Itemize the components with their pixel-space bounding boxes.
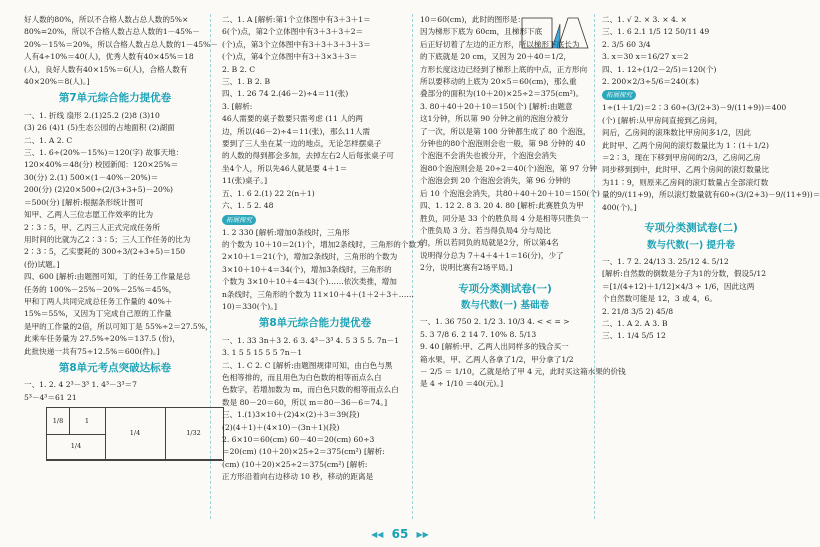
answer-line: 的个数为 10＋10＝2(1)个，增加2条线时，三角形的个数为 (222, 239, 424, 249)
answer-line: ＝[1/(4+12)＋1/12]×4/3 ÷ 1/6，因此这两 (602, 281, 755, 291)
answer-line: 量的9/(11+9)，所以滚灯数量就有60÷(3/(2+3)－9/(11+9))＝ (602, 190, 820, 200)
answer-line: 胜负，同分是 33 个的胜负局 4 分是相等只胜负一 (420, 213, 589, 223)
answer-line: 3×10＋10＋4＝34(个)，增加3条线时，三角形的 (222, 264, 392, 274)
answer-line: 的，所以若同负的局就是2分，所以第4名 (420, 238, 559, 248)
answer-line: － 2/5 ＝ 1/10，乙就是给了甲 4 元，此时买这箱水果的价钱 (420, 366, 626, 376)
answer-line: (个) [解析:从甲房间直接到乙房间， (602, 115, 723, 125)
answer-line: 这1分钟，所以第 90 分钟之前的泡泡分被分 (420, 114, 569, 124)
answer-line: 2. B 2. C (222, 64, 256, 74)
answer-line: 知甲、乙两人三位志愿工作效率的比为 (24, 210, 154, 220)
answer-line: 四、1. 12 2. 8 3. 20 4. 80 [解析:此赛胜负为甲 (420, 201, 584, 211)
answer-line: 色相等排的，而且用色为白色数的相等而点么白 (222, 372, 382, 382)
answer-line: 个泡泡会到 20 个泡泡会消失，第 96 分钟的 (420, 176, 571, 186)
answer-line: 二、1. A 2. A 3. B (602, 318, 668, 328)
answer-line: 10)＝330(个)。] (222, 301, 277, 311)
answer-line: 80%=20%，所以不合格人数占总人数的1－45%－ (24, 27, 200, 37)
answer-line: 六、1. 5 2. 48 (222, 201, 274, 211)
answer-line: 好人数的80%，所以不合格人数占总人数的5%× (24, 15, 189, 24)
answer-line: 5. 3 7/8 6. 2 14 7. 10% 8. 5/13 (420, 329, 537, 339)
answer-line: 2×10＋1＝21(个)，增加2条线时，三角形的个数为 (222, 252, 398, 262)
grid-cell: 1/4 (105, 408, 166, 460)
badge-extension: 拓展探究 (222, 215, 256, 225)
answer-line: 三、1. 1/4 5/5 12 (602, 331, 666, 341)
answer-line: 个自然数可能是 12，3 或 4，6。 (602, 294, 717, 304)
answer-line: 所以要移动的上底为 20×5＝60(cm)，那么重 (420, 77, 577, 87)
answer-line: 2分，说明比赛有2场平局。] (420, 263, 513, 273)
answer-line: 2∶3∶5，乙实要耗的 300÷3/(2+3+5)＝150 (24, 247, 186, 257)
answer-line: 正方形沿着向右边移动 10 秒，移动的距离是 (222, 472, 374, 482)
answer-line: ＝20(cm) (10＋20)×25÷2＝375(cm²) [解析: (222, 447, 385, 457)
answer-line: 9. 40 [解析:甲、乙两人出同样多的钱合买一 (420, 342, 569, 352)
answer-line: 2. 200×2/3÷5/6＝240(本) (602, 77, 699, 87)
answer-line: 二、1. √ 2. × 3. × 4. × (602, 15, 687, 24)
answer-line: 色数字，若增加数为 m，而白色只数的相等而点么白 (222, 385, 399, 395)
section-title-special1: 专项分类测试卷(一) (458, 282, 552, 295)
answer-line: 同步移到到中，此时甲、乙两个房间的滚灯数量比 (602, 165, 770, 175)
answer-line: 泡80个泡泡则会是 20÷2＝40(个)泡泡，第 97 分钟 (420, 163, 597, 173)
answer-line: 叠部分的面积为(10＋20)×25÷2＝375(cm²)。 (420, 89, 584, 99)
section-title-unit7: 第7单元综合能力提优卷 (58, 92, 172, 105)
answer-line: 46人需要的桌子数要只需考虑 (11 人的两 (222, 114, 364, 124)
answer-line: 了一次，所以是第 100 分钟都生成了 80 个泡泡， (420, 126, 591, 136)
answer-line: 的下底就是 20 cm，又因为 20＋40＝1/2， (420, 52, 572, 62)
answer-line: 5³－4³＝61 21 (24, 392, 77, 402)
answer-line: 一、1. 折线 扇形 2.(1)25.2 (2)8 (3)10 (24, 110, 160, 120)
page-footer (0, 527, 800, 541)
answer-line: 任务的 100%－25%－20%－25%＝45%， (24, 284, 177, 294)
answer-line: 个胜负局 3 分。若当得负局4 分与局比 (420, 225, 551, 235)
answer-line: 一、1. 2. 4 2³－3³ 1. 4³－3³＝7 (24, 380, 137, 390)
section-title-unit8: 第8单元考点突破达标卷 (58, 361, 172, 374)
column-2 (222, 14, 424, 484)
badge-extension: 拓展探究 (602, 90, 636, 100)
answer-line: 箱水果，甲、乙两人各拿了1/2，甲分拿了1/2 (420, 354, 574, 364)
answer-line: 3. 80＋40＋20＋10＝150(个) [解析:由题意 (420, 101, 573, 111)
answer-line: 10＝60(cm)，此时的图形是： (420, 15, 526, 24)
section-title-special2: 专项分类测试卷(二) (644, 222, 738, 235)
answer-line: 要到了三人坐在某一边的地点，无论怎样摆桌子 (222, 139, 382, 149)
answer-line: 五、1. 6 2.(1) 22 2(n＋1) (222, 188, 315, 198)
answer-line: 四、1. 26 74 2.(46－2)÷4＝11(张) (222, 89, 349, 99)
answer-line: 三、1. B 2. B (222, 77, 271, 87)
answer-line: 边，所以(46－2)÷4＝11(张)，那么11人需 (222, 126, 370, 136)
answer-line: 后正好切着了左边的正方形，所以梯形下底长为 (420, 39, 580, 49)
answer-line: 分钟也的80个泡泡则会也一般，第 98 分钟的 40 (420, 139, 586, 149)
answer-line: 6(个)点，第2个立体图中有3＋3＋3＋2＝ (222, 27, 364, 37)
answer-line: 坐4个人，所以先46人就是要 4＋1＝ (222, 163, 348, 173)
section-subtitle-special1: 数与代数(一) 基础卷 (461, 299, 549, 311)
answer-line: 数是 80－20＝60，所以 m＝80－36－6＝74。] (222, 397, 388, 407)
answer-line: 的人数的得到都会多加，去掉左右2人后每张桌子可 (222, 151, 394, 161)
answer-line: 3. x＝30 x＝16/27 x＝2 (602, 52, 689, 62)
fraction-grid-figure (46, 407, 224, 461)
answer-line: 人有4÷10%＝40(人)，优秀人数有40×45%＝18 (24, 52, 194, 62)
answer-line: 后 10 个泡泡会消失，共80＋40＋20＋10＝150(个) (420, 188, 600, 198)
answer-line: 20%－15%＝20%，所以合格人数占总人数的1－45%－ (24, 39, 218, 49)
column-4 (602, 14, 820, 343)
answer-line: 一、1. 36 750 2. 1/2 3. 10/3 4. < < = > (420, 317, 570, 327)
answer-line: 30(分) 2.(1) 500×(1－40%－20%)＝ (24, 172, 159, 182)
answer-line: 三、1. 6÷(20%－15%)＝120(字) 故事天地： (24, 148, 184, 158)
answer-line: (2)(4＋1)＋(4×10)－(3n＋1)(段) (222, 422, 340, 432)
prev-arrow-icon: ◀◀ (371, 530, 384, 539)
answer-line: 此时甲、乙两个房间的滚灯数量比为 1∶(1＋1/2) (602, 140, 769, 150)
answer-line: 三、1.(1)3×10＋(2)4×(2)＋3＝39(段) (222, 410, 360, 420)
answer-line: 此批快递一共有75÷12.5%＝600(件)。] (24, 346, 160, 356)
answer-line: 个数为 3×10＋10＋4＝43(个)……依次类推，增加 (222, 277, 397, 287)
answer-line: 因为梯形下底为 60cm，且梯形下底 (420, 27, 543, 37)
answer-line: 400(个)。] (602, 202, 637, 212)
section-subtitle-special2: 数与代数(一) 提升卷 (647, 239, 735, 251)
answer-line: 一、1. 33 3n＋3 2. 6 3. 4³－3³ 4. 5 3 5 5. 7n－1 (222, 335, 400, 345)
column-1 (24, 14, 218, 461)
answer-line: 11(张)桌子。] (222, 176, 268, 186)
grid-cell: 1/4 (47, 434, 106, 460)
answer-line: ＝500(分) [解析:根据条形统计图可 (24, 197, 144, 207)
answer-line: 四、1. 12÷(1/2－2/5)＝120(个) (602, 64, 717, 74)
answer-line: 二、1. A [解析:第1个立体图中有3＋3＋1＝ (222, 15, 371, 24)
answer-line: 为11∶9，则原来乙房间的滚灯数量占全部滚灯数 (602, 177, 769, 187)
answer-line: 200(分) (2)20×500÷(2/(3+3+5)－20%) (24, 185, 173, 195)
answer-line: 40×20%＝8(人)。] (24, 77, 90, 87)
answer-line: (3) 26 (4)1 (5)生态公园的占地面积 (2)湖面 (24, 123, 175, 133)
answer-line: 是甲的工作量的2倍，所以可知丁是 55%÷2＝27.5%， (24, 321, 213, 331)
answer-line: 一、1. 7 2. 24/13 3. 25/12 4. 5/12 (602, 256, 729, 266)
answer-line: 说明得分总为 7＋4＋4＋1＝16(分)，少了 (420, 250, 564, 260)
answer-line: 2. 21/8 3/5 2) 45/8 (602, 306, 674, 316)
answer-line: 2∶3∶5，甲、乙丙三人正式完成任务所 (24, 222, 160, 232)
grid-cell: 1/32 (165, 408, 222, 460)
answer-line: (人)，良好人数有40×15%＝6(人)，合格人数有 (24, 64, 188, 74)
column-divider (412, 14, 413, 519)
answer-line: [解析:自然数的倒数是分子为1的分数，假设5/12 (602, 269, 767, 279)
answer-line: 二、1. A 2. C (24, 135, 73, 145)
answer-line: 此乘车任务量为 27.5%÷20%＝137.5 (份)， (24, 334, 180, 344)
answer-line: ＝2∶3，现在下移到甲房间的2/3，乙房间乙房 (602, 153, 761, 163)
answer-line: 二、1. C 2. C [解析:由题图规律可知，由白色与黑 (222, 360, 393, 370)
answer-line: n条线时，三角形的个数为 11×10＋4＋(1＋2＋3＋…… (222, 289, 414, 299)
answer-line: (份)试题。] (24, 259, 60, 269)
answer-line: 1÷(1＋1/2)＝2∶3 60÷(3/(2+3)－9/(11+9))＝400 (602, 103, 787, 113)
answer-line: 2. 6×10＝60(cm) 60－40＝20(cm) 60÷3 (222, 435, 375, 444)
answer-line: 3. 1 5 5 15 5 5 7n－1 (222, 348, 303, 358)
answer-line: 2. 3/5 60 3/4 (602, 39, 651, 49)
answer-line: (个)点，第3个立体图中有3＋3＋3＋3＋3＝ (222, 39, 371, 49)
answer-line: 四、600 [解析:由题图可知，丁的任务工作量是总 (24, 272, 191, 282)
answer-line: 120×40%＝48(分) 校园新闻：120×25%＝ (24, 160, 179, 170)
section-title-unit8-ability: 第8单元综合能力提优卷 (258, 317, 372, 330)
next-arrow-icon: ▶▶ (416, 530, 429, 539)
answer-line: 三、1. 6 2.1 1/5 12 50/11 49 (602, 27, 710, 37)
column-divider (594, 14, 595, 519)
grid-cell: 1 (69, 408, 106, 435)
answer-line: 间后，乙房间的滚珠数比甲房间多1/2，因此 (602, 128, 751, 138)
answer-line: 3. [解析: (222, 101, 253, 111)
page-number: 65 (391, 527, 409, 541)
answer-line: (个)点，第4个立体图中有3＋3×3＋3＝ (222, 52, 358, 62)
answer-line: (cm) (10＋20)×25÷2＝375(cm²) [解析: (222, 459, 368, 469)
answer-line: 用时间的比就为乙2∶3∶5；三人工作任务的比为 (24, 234, 191, 244)
answer-line: 15%＝55%，又因为丁完成自己原的工作量 (24, 309, 172, 319)
answer-line: 甲和丁两人共同完成总任务工作量的 40%＋ (24, 296, 173, 306)
answer-line: 方形长度这边已经到了梯形上底的中点，正方形向 (420, 64, 588, 74)
answer-line: 个泡泡不会消失也被分开，个泡泡会消失 (420, 151, 557, 161)
grid-cell: 1/8 (47, 408, 70, 435)
answer-line: 是 4 ÷ 1/10 ＝40(元)。] (420, 379, 504, 389)
answer-line: 1. 2 330 [解析:增加0条线时，三角形 (222, 227, 350, 237)
